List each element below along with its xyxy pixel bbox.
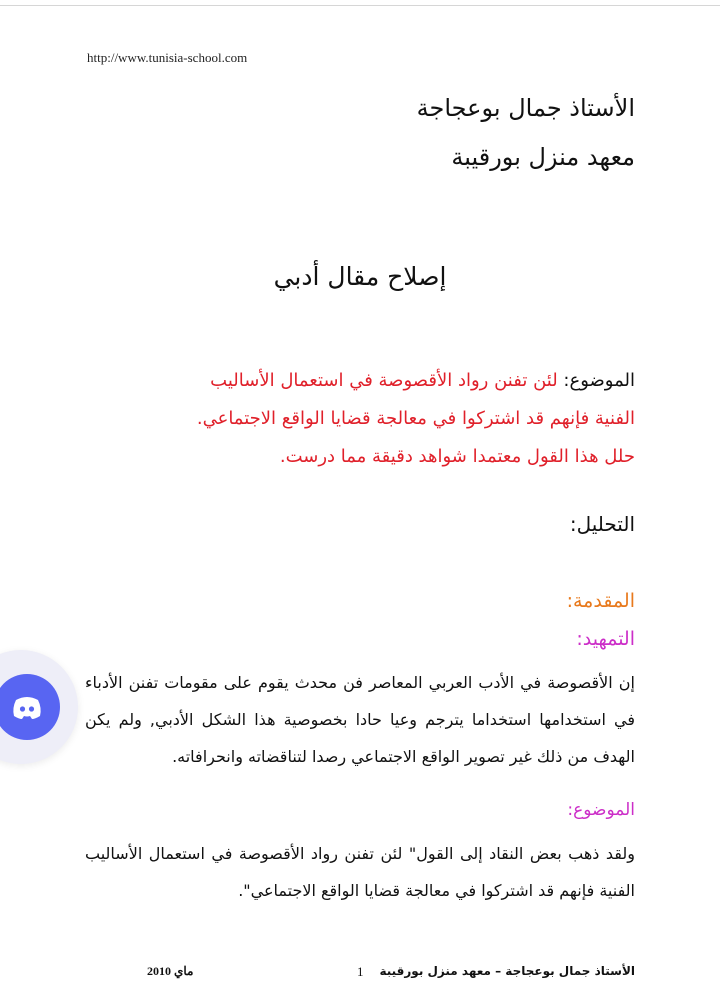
footer-page-number: 1	[357, 964, 364, 979]
floating-action-button[interactable]	[0, 650, 78, 764]
subject-line-1	[85, 362, 635, 400]
author-name: الأستاذ جمال بوعجاجة	[416, 94, 635, 122]
intro-heading: المقدمة:	[566, 590, 635, 612]
float-button-inner[interactable]	[0, 674, 60, 740]
subject-text-2: الفنية فإنهم قد اشتركوا في معالجة قضايا الواقع الاجتماعي.	[196, 408, 635, 429]
topic-heading: الموضوع:	[567, 800, 635, 820]
discord-icon	[8, 688, 46, 726]
topic-paragraph: ولقد ذهب بعض النقاد إلى القول" لئن تفنن رواد الأقصوصة في استعمال الأساليب الفنية فإنهم قد اشتركوا في معالجة قضايا الواقع الاجتماعي".	[85, 844, 635, 900]
subject-label: الموضوع:	[563, 370, 635, 391]
document-title: إصلاح مقال أدبي	[273, 262, 447, 291]
footer-credit: الأستاذ جمال بوعجاجة – معهد منزل بورقيبة	[379, 964, 635, 978]
header-url: http://www.tunisia-school.com	[87, 50, 248, 65]
preamble-paragraph: إن الأقصوصة في الأدب العربي المعاصر فن محدث يقوم على مقومات تفنن الأدباء في استخدامها استخداما يترجم وعيا حادا بخصوصية هذا الشكل الأدبي, ولم يكن الهدف من ذلك غير تصوير الواقع الاجتماعي رصدا لتناقضاته وانحرافاته.	[85, 673, 635, 766]
footer-date: ماي 2010	[147, 964, 194, 978]
preamble-heading: التمهيد:	[576, 628, 635, 650]
top-divider	[0, 5, 720, 6]
subject-block	[85, 362, 635, 476]
school-name: معهد منزل بورقيبة	[451, 143, 635, 171]
subject-text-1: لئن تفنن رواد الأقصوصة في استعمال الأساليب	[210, 370, 558, 391]
analysis-heading: التحليل:	[569, 512, 635, 536]
subject-text-3: حلل هذا القول معتمدا شواهد دقيقة مما درست.	[279, 446, 635, 467]
